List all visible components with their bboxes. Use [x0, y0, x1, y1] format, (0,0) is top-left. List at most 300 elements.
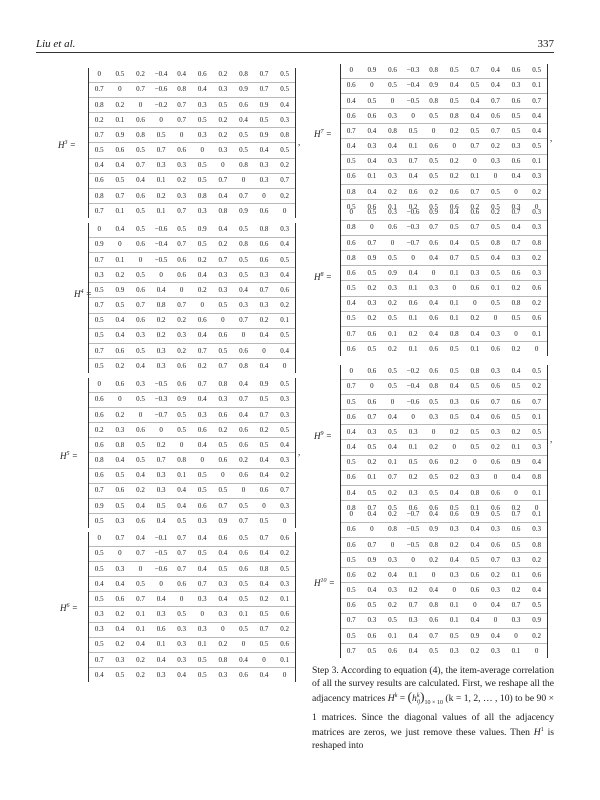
- matrix-cell: 0.4: [408, 631, 418, 640]
- matrix-cell: 0.8: [388, 525, 397, 534]
- matrix-cell: 0.2: [532, 253, 542, 262]
- matrix-cell: 0: [390, 238, 395, 247]
- matrix-cell: −0.2: [406, 367, 420, 376]
- matrix-cell: 0.4: [197, 395, 207, 404]
- matrix-cell: 0.3: [388, 284, 397, 293]
- matrix-cell: 0.6: [177, 270, 187, 279]
- matrix-row: [341, 296, 547, 311]
- matrix-cell: 0.7: [259, 85, 269, 94]
- matrix-cell: 0.3: [218, 670, 228, 679]
- matrix-cell: 0.2: [177, 176, 187, 185]
- matrix-cell: 0.7: [239, 516, 248, 525]
- matrix-cell: 0.5: [346, 631, 356, 640]
- matrix-cell: 0.3: [429, 284, 439, 293]
- matrix-cell: 0.2: [511, 427, 521, 436]
- matrix-cell: 0.6: [408, 503, 418, 512]
- matrix-cell: 0.3: [218, 579, 228, 588]
- matrix-cell: 0.4: [259, 579, 269, 588]
- matrix-cell: 0.5: [197, 161, 207, 170]
- matrix-cell: 0.4: [346, 299, 356, 308]
- matrix-cell: 0.9: [470, 631, 480, 640]
- matrix-cell: 0.6: [197, 425, 207, 434]
- matrix-cell: 0.1: [388, 329, 397, 338]
- matrix-cell: 0.4: [239, 285, 248, 294]
- matrix-cell: 0.4: [259, 146, 269, 155]
- matrix-cell: 0: [241, 486, 246, 495]
- matrix-cell: −0.5: [406, 96, 420, 105]
- matrix-cell: 0.3: [429, 412, 439, 421]
- matrix-cell: 0.2: [388, 187, 397, 196]
- matrix-cell: 0.6: [346, 172, 356, 181]
- matrix-cell: 0.5: [429, 397, 439, 406]
- matrix-cell: 0.3: [511, 81, 521, 90]
- matrix-cell: 0.7: [218, 255, 228, 264]
- matrix-cell: 0.1: [532, 329, 542, 338]
- matrix-cell: 0.3: [239, 301, 248, 310]
- matrix-cell: 0.1: [408, 142, 418, 151]
- matrix-cell: 0.3: [491, 157, 500, 166]
- matrix-cell: 0.3: [177, 640, 187, 649]
- matrix-cell: 0.2: [491, 208, 500, 217]
- matrix-cell: 0.1: [197, 640, 207, 649]
- matrix-cell: 0.4: [491, 66, 500, 75]
- matrix-cell: 0.5: [197, 486, 207, 495]
- matrix-cell: 0.5: [280, 380, 290, 389]
- matrix-cell: 0.5: [449, 631, 459, 640]
- matrix-cell: 0.3: [532, 443, 542, 452]
- matrix-row: [341, 629, 547, 644]
- matrix-cell: 0: [97, 380, 102, 389]
- matrix-cell: 0.6: [136, 115, 145, 124]
- matrix-cell: 0.6: [470, 397, 480, 406]
- matrix-cell: 0.8: [136, 130, 145, 139]
- matrix-cell: 0.3: [259, 301, 269, 310]
- matrix-cell: 0.5: [94, 549, 104, 558]
- matrix-cell: 0.9: [388, 268, 397, 277]
- matrix-cell: 0.5: [408, 126, 418, 135]
- equals-sign: =: [67, 140, 76, 150]
- matrix-cell: 0.5: [408, 458, 418, 467]
- matrix-cell: 0.1: [156, 640, 166, 649]
- matrix-cell: 0: [452, 443, 457, 452]
- matrix-cell: −0.4: [154, 240, 168, 249]
- matrix-cell: 0.8: [346, 503, 356, 512]
- matrix-cell: 0: [349, 367, 354, 376]
- matrix-symbol: H: [58, 140, 65, 150]
- header-rule: [36, 52, 554, 53]
- matrix-row: [89, 97, 295, 112]
- matrix-cell: 0.5: [280, 146, 290, 155]
- step-3-text-c: is reshaped into: [312, 727, 554, 752]
- matrix-cell: 0.1: [156, 176, 166, 185]
- matrix-cell: 0.7: [94, 301, 104, 310]
- matrix-cell: 0.6: [367, 397, 377, 406]
- matrix-cell: 0.6: [346, 344, 356, 353]
- matrix-cell: 0.3: [280, 456, 290, 465]
- matrix-cell: 0.6: [491, 344, 500, 353]
- matrix-cell: 0.4: [218, 191, 228, 200]
- matrix-cell: 0.2: [449, 172, 459, 181]
- matrix-cell: 0.1: [115, 115, 125, 124]
- matrix-cell: 0: [514, 329, 518, 338]
- matrix-cell: 0: [179, 285, 184, 294]
- matrix-row: [89, 423, 295, 438]
- matrix-cell: 0.7: [367, 238, 377, 247]
- matrix-cell: 0: [390, 540, 395, 549]
- matrix-cell: 0.6: [346, 111, 356, 120]
- matrix-cell: 0: [411, 111, 415, 120]
- matrix-cell: 0.4: [280, 346, 290, 355]
- matrix-cell: 0.4: [259, 331, 269, 340]
- matrix-row: [89, 561, 295, 576]
- matrix-symbol: H: [314, 431, 321, 441]
- matrix-cell: 0: [452, 284, 457, 293]
- matrix-cell: 0.4: [491, 253, 500, 262]
- matrix-row: [341, 327, 547, 342]
- matrix-cell: 0.7: [388, 473, 397, 482]
- matrix-cell: 0.7: [470, 187, 480, 196]
- matrix-cell: 0.1: [156, 206, 166, 215]
- matrix-cell: 0.2: [470, 202, 480, 211]
- matrix-cell: 0: [282, 206, 287, 215]
- matrix-cell: 0: [118, 85, 122, 94]
- matrix-cell: 0.2: [532, 555, 542, 564]
- matrix-row: [341, 169, 547, 184]
- matrix-h5: [88, 378, 296, 528]
- matrix-cell: 0.5: [136, 346, 145, 355]
- matrix-cell: 0.4: [408, 646, 418, 655]
- matrix-cell: 0.6: [239, 346, 248, 355]
- matrix-cell: 0.4: [367, 187, 377, 196]
- matrix-cell: 0.2: [115, 640, 125, 649]
- matrix-cell: 0.5: [367, 601, 377, 610]
- matrix-cell: 0.6: [218, 534, 228, 543]
- matrix-cell: 0.2: [429, 555, 439, 564]
- matrix-cell: 0.1: [177, 471, 187, 480]
- matrix-cell: 0.7: [346, 646, 356, 655]
- matrix-cell: 0.1: [367, 172, 377, 181]
- matrix-cell: 0.5: [511, 111, 521, 120]
- matrix-cell: 0.8: [94, 100, 104, 109]
- matrix-row: [89, 283, 295, 298]
- matrix-cell: 0: [118, 240, 122, 249]
- equals-sign: =: [69, 603, 78, 613]
- matrix-cell: 0: [159, 270, 163, 279]
- matrix-cell: 0.1: [532, 488, 542, 497]
- matrix-row: [89, 68, 295, 82]
- matrix-cell: 0: [282, 516, 287, 525]
- matrix-row: [341, 185, 547, 200]
- matrix-cell: 0.5: [367, 96, 377, 105]
- matrix-cell: 0.5: [94, 331, 104, 340]
- matrix-row: [341, 93, 547, 108]
- matrix-cell: 0: [179, 130, 184, 139]
- matrix-cell: 0.6: [346, 81, 356, 90]
- matrix-cell: 0.5: [136, 146, 145, 155]
- matrix-cell: 0.4: [491, 601, 500, 610]
- matrix-row: [341, 124, 547, 139]
- matrix-cell: 0.4: [532, 111, 542, 120]
- matrix-cell: 0.6: [259, 255, 269, 264]
- matrix-cell: 0.6: [388, 223, 397, 232]
- matrix-cell: 0.3: [367, 427, 377, 436]
- hk-superscript: k: [394, 693, 398, 700]
- matrix-cell: 0.8: [259, 564, 269, 573]
- matrix-cell: 0.5: [280, 70, 290, 79]
- matrix-cell: 0.2: [532, 187, 542, 196]
- matrix-cell: 0.4: [470, 540, 480, 549]
- matrix-cell: 0.8: [218, 655, 228, 664]
- matrix-cell: 0.5: [94, 285, 104, 294]
- matrix-cell: 0.6: [94, 410, 104, 419]
- matrix-cell: 0.7: [136, 85, 145, 94]
- matrix-cell: 0.4: [367, 510, 377, 519]
- matrix-cell: 0.2: [177, 316, 187, 325]
- matrix-cell: 0.5: [367, 208, 377, 217]
- matrix-cell: 0.5: [280, 331, 290, 340]
- matrix-row: [341, 64, 547, 78]
- equals-sign: =: [326, 578, 335, 588]
- matrix-cell: 0.3: [388, 157, 397, 166]
- matrix-cell: 0.4: [239, 115, 248, 124]
- matrix-cell: 0.3: [532, 208, 542, 217]
- matrix-cell: 0.2: [218, 115, 228, 124]
- matrix-cell: 0.4: [218, 549, 228, 558]
- matrix-cell: 0.3: [491, 427, 500, 436]
- matrix-cell: 0.2: [388, 601, 397, 610]
- matrix-cell: 0.6: [511, 157, 521, 166]
- matrix-cell: 0.4: [280, 240, 290, 249]
- matrix-cell: 0: [390, 397, 395, 406]
- matrix-cell: 0.5: [94, 516, 104, 525]
- matrix-cell: 0.6: [367, 111, 377, 120]
- matrix-cell: 0.4: [511, 367, 521, 376]
- matrix-cell: 0.4: [156, 516, 166, 525]
- matrix-row: [341, 410, 547, 425]
- matrix-cell: 0.3: [280, 579, 290, 588]
- matrix-cell: 0.3: [197, 594, 207, 603]
- matrix-row: [341, 78, 547, 93]
- matrix-cell: 0.3: [218, 270, 228, 279]
- matrix-cell: 0.4: [94, 161, 104, 170]
- matrix-cell: 0.4: [346, 443, 356, 452]
- matrix-row: [89, 328, 295, 343]
- matrix-row: [341, 522, 547, 537]
- matrix-cell: 0.3: [177, 625, 187, 634]
- matrix-cell: 0.2: [156, 331, 166, 340]
- matrix-cell: 0.3: [511, 253, 521, 262]
- matrix-cell: 0.3: [156, 161, 166, 170]
- matrix-cell: 0.4: [259, 549, 269, 558]
- matrix-cell: 0.4: [388, 570, 397, 579]
- matrix-cell: 0: [221, 625, 225, 634]
- matrix-cell: 0: [452, 586, 457, 595]
- h-entry-superscript: k: [416, 693, 420, 700]
- matrix-cell: −0.6: [406, 208, 420, 217]
- matrix-cell: 0.7: [280, 486, 290, 495]
- matrix-cell: 0.2: [136, 670, 145, 679]
- step-3-paragraph: [312, 664, 554, 753]
- matrix-cell: 0.2: [115, 410, 125, 419]
- matrix-cell: 0.2: [408, 329, 418, 338]
- matrix-size-subscript: 10 × 10: [424, 700, 443, 707]
- matrix-cell: 0.8: [218, 206, 228, 215]
- matrix-cell: 0.6: [136, 285, 145, 294]
- matrix-cell: 0.3: [156, 346, 166, 355]
- matrix-cell: 0.5: [388, 81, 397, 90]
- matrix-cell: 0.5: [156, 130, 166, 139]
- matrix-cell: 0: [493, 172, 498, 181]
- matrix-cell: 0: [349, 66, 354, 75]
- matrix-row: [341, 440, 547, 455]
- matrix-cell: 0.6: [177, 579, 187, 588]
- matrix-cell: 0.7: [367, 412, 377, 421]
- matrix-cell: 0.4: [280, 100, 290, 109]
- matrix-cell: 0.3: [197, 206, 207, 215]
- matrix-row: [341, 583, 547, 598]
- matrix-cell: 0.7: [491, 397, 500, 406]
- matrix-cell: 0.7: [259, 70, 269, 79]
- matrix-cell: 0.5: [156, 501, 166, 510]
- matrix-cell: 0.8: [449, 111, 459, 120]
- matrix-cell: 0.5: [177, 610, 187, 619]
- matrix-cell: 0.4: [136, 534, 145, 543]
- matrix-row: [341, 251, 547, 266]
- matrix-cell: 0.6: [429, 314, 439, 323]
- matrix-cell: 0.5: [346, 555, 356, 564]
- matrix-cell: 0.6: [115, 346, 125, 355]
- matrix-cell: 0.7: [511, 601, 521, 610]
- matrix-cell: 0.6: [346, 473, 356, 482]
- matrix-cell: 0.2: [156, 316, 166, 325]
- matrix-cell: 0: [262, 346, 266, 355]
- matrix-cell: 0.3: [491, 367, 500, 376]
- matrix-cell: 0.5: [346, 586, 356, 595]
- matrix-cell: 0.5: [218, 346, 228, 355]
- matrix-cell: 0.6: [94, 440, 104, 449]
- matrix-cell: 0.8: [115, 440, 125, 449]
- matrix-cell: 0.7: [177, 100, 187, 109]
- matrix-cell: 0.6: [511, 96, 521, 105]
- matrix-cell: 0.2: [156, 440, 166, 449]
- matrix-cell: 0: [473, 601, 477, 610]
- matrix-cell: 0: [411, 412, 415, 421]
- matrix-cell: 0.1: [408, 314, 418, 323]
- matrix-cell: 0.5: [218, 440, 228, 449]
- matrix-cell: 0.5: [239, 579, 248, 588]
- matrix-cell: 0.6: [429, 503, 439, 512]
- matrix-cell: 0.6: [388, 646, 397, 655]
- matrix-cell: 0.7: [197, 579, 207, 588]
- matrix-row: [341, 235, 547, 250]
- matrix-cell: 0.8: [470, 488, 480, 497]
- matrix-cell: 0.1: [408, 570, 418, 579]
- matrix-cell: 0.5: [197, 670, 207, 679]
- matrix-cell: 0.3: [156, 486, 166, 495]
- matrix-cell: 0.1: [449, 601, 459, 610]
- matrix-cell: 0.2: [511, 344, 521, 353]
- matrix-cell: 0.8: [429, 540, 439, 549]
- matrix-cell: 0: [262, 655, 266, 664]
- matrix-cell: 0.7: [449, 253, 459, 262]
- matrix-cell: 0.5: [136, 395, 145, 404]
- matrix-cell: 0.5: [115, 501, 125, 510]
- matrix-cell: 0.4: [449, 555, 459, 564]
- matrix-cell: 0.5: [388, 253, 397, 262]
- matrix-cell: 0.4: [511, 473, 521, 482]
- matrix-cell: 0.2: [94, 425, 104, 434]
- matrix-cell: 0.5: [259, 640, 269, 649]
- matrix-cell: 0.7: [367, 503, 377, 512]
- matrix-cell: 0.7: [346, 382, 356, 391]
- matrix-cell: 0.5: [470, 126, 480, 135]
- matrix-cell: 0: [262, 501, 266, 510]
- matrix-row: [89, 204, 295, 218]
- matrix-cell: 0.2: [449, 157, 459, 166]
- matrix-cell: 0.3: [408, 488, 418, 497]
- matrix-cell: 0.4: [346, 427, 356, 436]
- matrix-cell: 0.7: [491, 96, 500, 105]
- matrix-cell: 0.3: [197, 100, 207, 109]
- matrix-cell: 0.4: [197, 440, 207, 449]
- matrix-cell: 0.8: [429, 382, 439, 391]
- matrix-cell: 0.9: [115, 130, 125, 139]
- matrix-cell: 0.3: [197, 625, 207, 634]
- matrix-cell: 0.5: [136, 440, 145, 449]
- matrix-cell: 0.6: [346, 601, 356, 610]
- matrix-cell: 0.6: [429, 367, 439, 376]
- matrix-cell: 0.2: [218, 130, 228, 139]
- matrix-cell: 0.2: [177, 346, 187, 355]
- matrix-cell: 0.8: [346, 187, 356, 196]
- matrix-cell: 0.2: [94, 115, 104, 124]
- matrix-row: [89, 577, 295, 592]
- matrix-cell: 0.3: [177, 655, 187, 664]
- matrix-cell: 0.6: [470, 570, 480, 579]
- matrix-cell: 0.2: [532, 631, 542, 640]
- matrix-row: [89, 268, 295, 283]
- matrix-cell: 0.3: [511, 202, 521, 211]
- matrix-h9: [340, 365, 548, 515]
- matrix-cell: 0.6: [239, 440, 248, 449]
- matrix-cell: −0.5: [154, 549, 168, 558]
- matrix-cell: 0: [221, 316, 225, 325]
- matrix-cell: 0.7: [177, 534, 187, 543]
- running-header-authors: Liu et al.: [36, 38, 76, 50]
- matrix-row: [341, 342, 547, 356]
- matrix-cell: 0.4: [470, 329, 480, 338]
- matrix-cell: 0: [138, 410, 143, 419]
- matrix-cell: 0: [411, 555, 415, 564]
- matrix-cell: 0.8: [532, 238, 542, 247]
- matrix-row: [341, 508, 547, 522]
- matrix-cell: 0.4: [115, 579, 125, 588]
- matrix-cell: 0.2: [197, 285, 207, 294]
- matrix-row: [341, 154, 547, 169]
- matrix-cell: 0.5: [470, 443, 480, 452]
- matrix-cell: 0.3: [511, 142, 521, 151]
- equals-sign: =: [323, 431, 332, 441]
- matrix-row: [341, 486, 547, 501]
- matrix-cell: 0.3: [532, 223, 542, 232]
- matrix-cell: 0.5: [259, 115, 269, 124]
- matrix-cell: 0.4: [136, 176, 145, 185]
- matrix-superscript: 10: [320, 578, 327, 584]
- matrix-cell: 0.5: [239, 625, 248, 634]
- matrix-cell: 0: [390, 96, 395, 105]
- matrix-cell: 0.3: [511, 555, 521, 564]
- matrix-cell: 0.4: [94, 670, 104, 679]
